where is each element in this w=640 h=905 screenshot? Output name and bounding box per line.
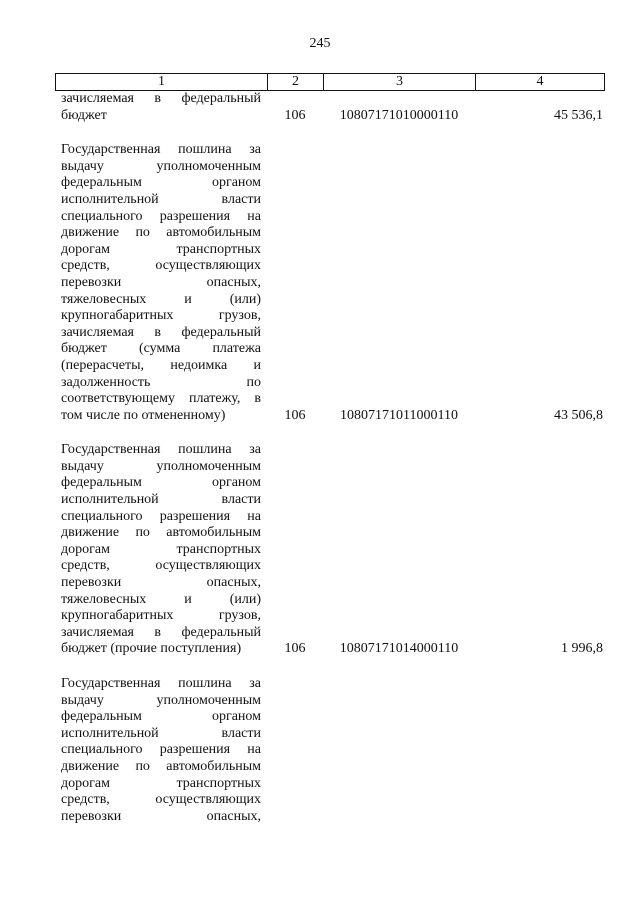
description-line: средств, осуществляющих	[61, 558, 261, 574]
table-row	[55, 442, 605, 658]
description-line: движение по автомобильным	[61, 525, 261, 541]
description-line: дорогам транспортных	[61, 541, 261, 557]
description-line: том числе по отмененному)	[61, 407, 226, 423]
budget-classification-code: 10807171010000110	[339, 107, 459, 123]
description-line: исполнительной власти	[61, 191, 261, 207]
description-line: исполнительной власти	[61, 725, 261, 741]
description-line: Государственная пошлина за	[61, 676, 261, 691]
description-line: крупногабаритных грузов,	[61, 608, 261, 624]
description-line: Государственная пошлина за	[61, 442, 261, 458]
description-line: бюджет	[61, 107, 107, 123]
description-line: федеральным органом	[61, 709, 261, 725]
description-line: тяжеловесных и (или)	[61, 591, 261, 607]
payment-description	[55, 676, 267, 825]
description-line: дорогам транспортных	[61, 775, 261, 791]
table-row	[55, 91, 605, 124]
description-line: дорогам транспортных	[61, 241, 261, 257]
description-line: тяжеловесных и (или)	[61, 291, 261, 307]
description-line: выдачу уполномоченным	[61, 158, 261, 174]
description-line: специального разрешения на	[61, 508, 261, 524]
description-line: выдачу уполномоченным	[61, 458, 261, 474]
description-line: перевозки опасных,	[61, 575, 261, 591]
administrator-code: 106	[284, 107, 306, 123]
description-line: (перерасчеты, недоимка и	[61, 357, 261, 373]
row-spacer	[55, 124, 605, 142]
column-header-2: 2	[268, 74, 324, 90]
description-line: задолженность по	[61, 374, 261, 390]
description-line: специального разрешения на	[61, 208, 261, 224]
table-row	[55, 676, 605, 825]
description-line: крупногабаритных грузов,	[61, 308, 261, 324]
description-line: перевозки опасных,	[61, 274, 261, 290]
budget-classification-code: 10807171014000110	[339, 641, 459, 657]
description-line: движение по автомобильным	[61, 225, 261, 241]
description-line: зачисляемая в федеральный	[61, 91, 261, 106]
amount: 1 996,8	[561, 641, 603, 657]
description-line: средств, осуществляющих	[61, 792, 261, 808]
description-line: специального разрешения на	[61, 742, 261, 758]
column-header-4: 4	[536, 74, 544, 89]
amount: 43 506,8	[554, 407, 603, 423]
row-spacer	[55, 424, 605, 442]
amount: 45 536,1	[554, 107, 603, 123]
budget-classification-code: 10807171011000110	[340, 407, 458, 423]
row-spacer	[55, 658, 605, 676]
column-header-3: 3	[324, 74, 476, 90]
description-line: федеральным органом	[61, 475, 261, 491]
column-header-1: 1	[56, 74, 268, 90]
table-body	[55, 91, 605, 825]
page-number: 245	[309, 36, 331, 51]
description-line: средств, осуществляющих	[61, 258, 261, 274]
budget-table	[55, 73, 605, 825]
table-header-row	[55, 73, 605, 91]
description-line: исполнительной власти	[61, 492, 261, 508]
table-row	[55, 142, 605, 424]
administrator-code: 106	[284, 641, 306, 657]
description-line: зачисляемая в федеральный	[61, 324, 261, 340]
description-line: федеральным органом	[61, 175, 261, 191]
administrator-code: 106	[284, 407, 306, 423]
description-line: движение по автомобильным	[61, 758, 261, 774]
payment-description	[55, 142, 267, 424]
payment-description	[55, 91, 267, 124]
description-line: зачисляемая в федеральный	[61, 624, 261, 640]
description-line: соответствующему платежу, в	[61, 391, 261, 407]
description-line: Государственная пошлина за	[61, 142, 261, 158]
description-line: выдачу уполномоченным	[61, 692, 261, 708]
description-line: бюджет (сумма платежа	[61, 341, 261, 357]
description-line: бюджет (прочие поступления)	[61, 641, 242, 657]
description-line: перевозки опасных,	[61, 808, 261, 824]
payment-description	[55, 442, 267, 658]
